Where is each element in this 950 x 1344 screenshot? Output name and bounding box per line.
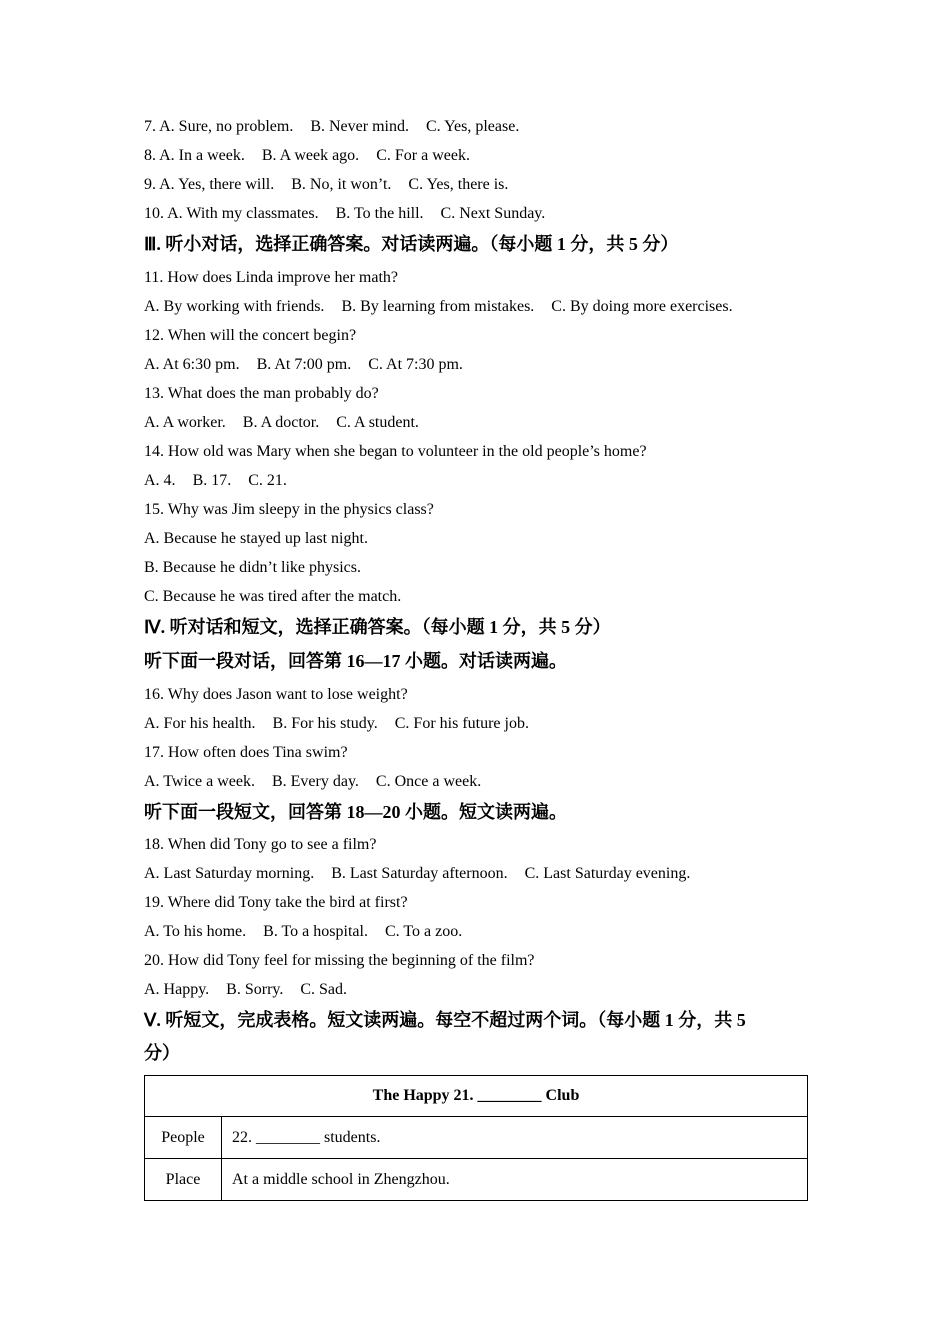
- option-b: B. Sorry.: [226, 981, 284, 998]
- question-text: 15. Why was Jim sleepy in the physics class?: [144, 500, 434, 518]
- q12-question: [144, 321, 808, 350]
- section-5-heading-line-2: 分）: [144, 1043, 180, 1063]
- option-a: 8. A. In a week.: [144, 147, 245, 164]
- option-b: B. 17.: [192, 471, 232, 489]
- option-b: B. Last Saturday afternoon.: [331, 865, 508, 882]
- option-b: B. Every day.: [271, 772, 359, 790]
- question-text: 12. When will the concert begin?: [144, 326, 357, 344]
- option-c: C. Sad.: [300, 981, 348, 998]
- question-text: 16. Why does Jason want to lose weight?: [144, 685, 408, 703]
- table-row-place: [145, 1159, 808, 1201]
- option-a: A. At 6:30 pm.: [144, 355, 240, 373]
- option-c: C. A student.: [336, 413, 419, 431]
- option-c: C. For a week.: [376, 147, 470, 164]
- option-b: B. At 7:00 pm.: [256, 355, 352, 373]
- q11-options: [144, 292, 808, 321]
- question-text: 17. How often does Tina swim?: [144, 743, 348, 761]
- option-c: C. Because he was tired after the match.: [144, 587, 402, 605]
- option-c: C. Last Saturday evening.: [524, 865, 691, 882]
- option-b: B. A week ago.: [261, 147, 360, 164]
- question-text: 19. Where did Tony take the bird at first?: [144, 894, 408, 911]
- q20-question: [144, 946, 808, 975]
- option-a: A. To his home.: [144, 923, 247, 940]
- option-b: B. No, it won’t.: [291, 176, 392, 193]
- option-c: C. 21.: [248, 471, 287, 489]
- option-c: C. For his future job.: [394, 714, 529, 732]
- q15-option-b-line: [144, 553, 808, 582]
- option-b: B. For his study.: [272, 714, 378, 732]
- option-b: B. A doctor.: [242, 413, 320, 431]
- option-a: A. By working with friends.: [144, 297, 325, 315]
- q13-question: [144, 379, 808, 408]
- section-4-part2-instruction: 听下面一段短文，回答第 18—20 小题。短文读两遍。: [144, 801, 567, 822]
- option-c: C. Yes, there is.: [408, 176, 509, 193]
- option-a: 10. A. With my classmates.: [144, 205, 319, 222]
- question-text: 13. What does the man probably do?: [144, 384, 379, 402]
- option-c: C. By doing more exercises.: [551, 297, 733, 315]
- section-5-heading: [144, 1004, 808, 1070]
- option-a: A. Last Saturday morning.: [144, 865, 315, 882]
- answer-table: [144, 1075, 808, 1201]
- q12-options: [144, 350, 808, 379]
- table-row-people: [145, 1117, 808, 1159]
- q8-options: [144, 141, 808, 170]
- option-a: A. Happy.: [144, 981, 210, 998]
- option-a: 7. A. Sure, no problem.: [144, 118, 294, 135]
- q14-question: [144, 437, 808, 466]
- option-b: B. To a hospital.: [263, 923, 368, 940]
- place-label: Place: [145, 1159, 222, 1201]
- q15-question: [144, 495, 808, 524]
- q7-options: [144, 112, 808, 141]
- option-b: B. To the hill.: [335, 205, 424, 222]
- q18-question: [144, 830, 808, 859]
- q17-options: [144, 767, 808, 796]
- q16-options: [144, 709, 808, 738]
- question-text: 11. How does Linda improve her math?: [144, 268, 399, 286]
- section-3-heading: Ⅲ. 听小对话，选择正确答案。对话读两遍。（每小题 1 分，共 5 分）: [144, 234, 679, 254]
- option-b: B. Because he didn’t like physics.: [144, 558, 361, 576]
- option-c: C. Next Sunday.: [440, 205, 546, 222]
- q14-options: [144, 466, 808, 495]
- table-title-row: [145, 1076, 808, 1117]
- option-a: A. For his health.: [144, 714, 256, 732]
- section-4-part1-instruction: 听下面一段对话，回答第 16—17 小题。对话读两遍。: [144, 651, 567, 671]
- q16-question: [144, 680, 808, 709]
- q15-option-a-line: [144, 524, 808, 553]
- q19-options: [144, 917, 808, 946]
- option-a: 9. A. Yes, there will.: [144, 176, 275, 193]
- q20-options: [144, 975, 808, 1004]
- section-5-heading-line-1: Ⅴ. 听短文，完成表格。短文读两遍。每空不超过两个词。（每小题 1 分，共 5: [144, 1010, 746, 1030]
- question-text: 20. How did Tony feel for missing the beginning of the film?: [144, 952, 535, 969]
- option-a: A. Because he stayed up last night.: [144, 529, 368, 547]
- place-value: At a middle school in Zhengzhou.: [222, 1159, 808, 1201]
- option-a: A. Twice a week.: [144, 772, 255, 790]
- option-c: C. Yes, please.: [425, 118, 520, 135]
- option-a: A. 4.: [144, 471, 176, 489]
- q15-option-c-line: [144, 582, 808, 611]
- option-c: C. To a zoo.: [384, 923, 463, 940]
- exam-page: [144, 112, 808, 1201]
- option-b: B. By learning from mistakes.: [341, 297, 535, 315]
- option-a: A. A worker.: [144, 413, 226, 431]
- q18-options: [144, 859, 808, 888]
- q17-question: [144, 738, 808, 767]
- question-text: 14. How old was Mary when she began to volunteer in the old people’s home?: [144, 442, 647, 460]
- q19-question: [144, 888, 808, 917]
- section-4-heading: Ⅳ. 听对话和短文，选择正确答案。（每小题 1 分，共 5 分）: [144, 616, 611, 637]
- people-label: People: [145, 1117, 222, 1159]
- q10-options: [144, 199, 808, 228]
- option-c: C. Once a week.: [375, 772, 482, 790]
- table-title-cell: The Happy 21. ________ Club: [145, 1076, 808, 1117]
- q13-options: [144, 408, 808, 437]
- option-c: C. At 7:30 pm.: [368, 355, 463, 373]
- q9-options: [144, 170, 808, 199]
- people-value: 22. ________ students.: [222, 1117, 808, 1159]
- question-text: 18. When did Tony go to see a film?: [144, 836, 377, 853]
- option-b: B. Never mind.: [310, 118, 409, 135]
- q11-question: [144, 263, 808, 292]
